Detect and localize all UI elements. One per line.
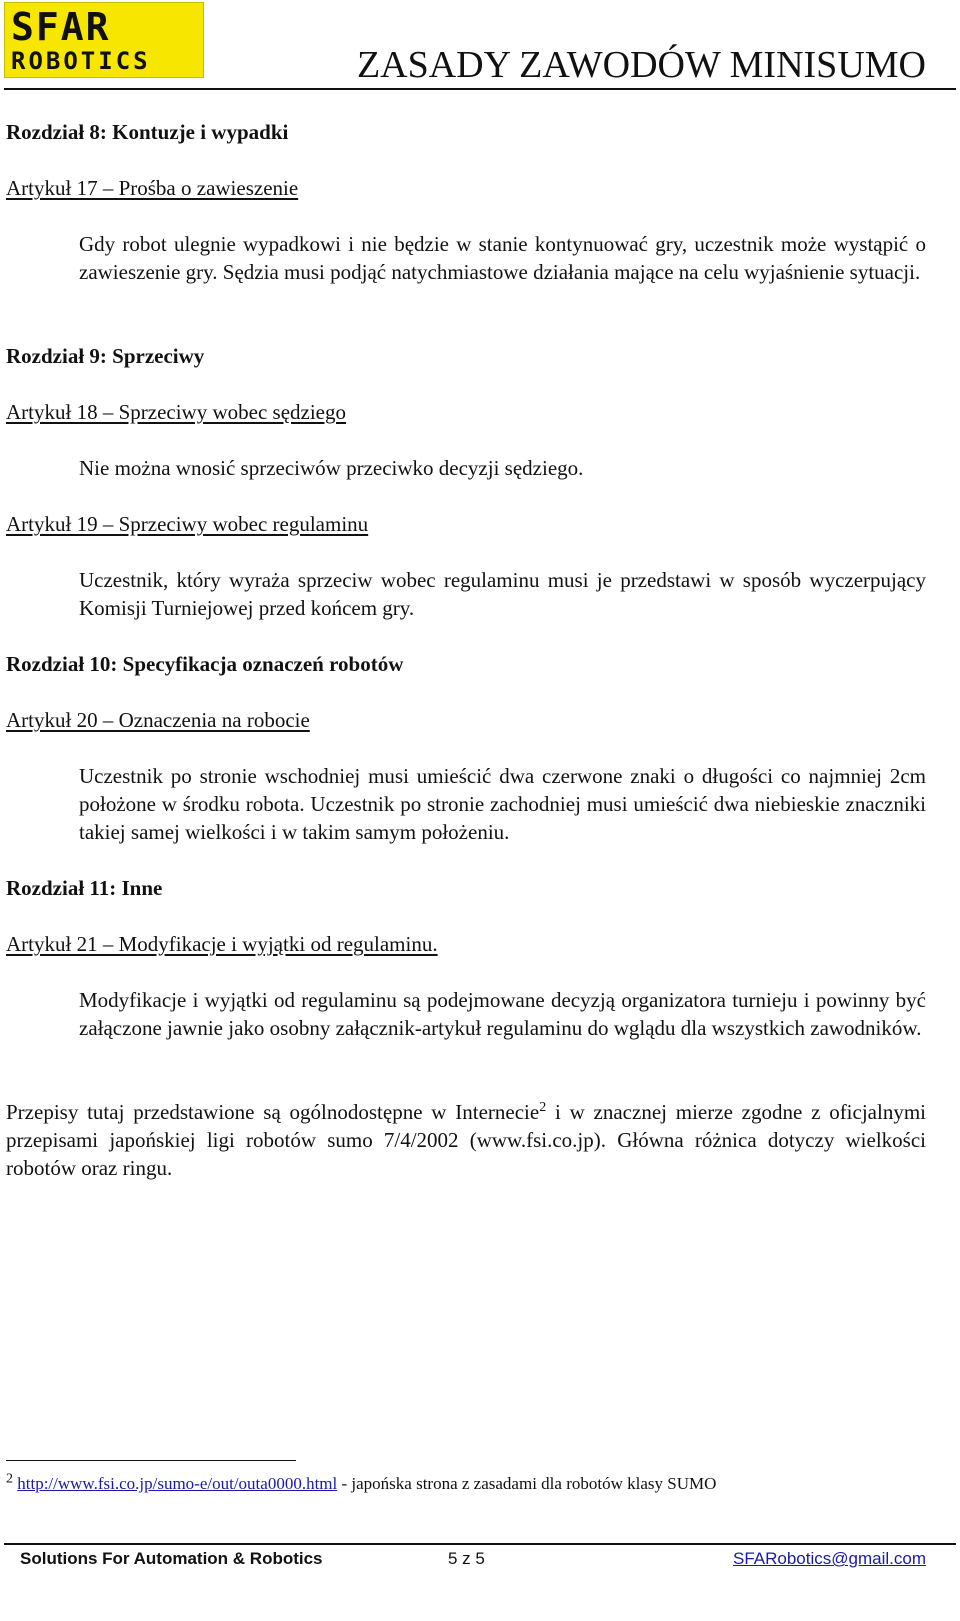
closing-text-start: Przepisy tutaj przedstawione są ogólnodostępne w Internecie	[6, 1100, 540, 1124]
footer-divider	[4, 1543, 956, 1545]
article-19-heading: Artykuł 19 – Sprzeciwy wobec regulaminu	[6, 512, 369, 536]
footer-company: Solutions For Automation & Robotics	[20, 1549, 323, 1568]
footnote-link[interactable]: http://www.fsi.co.jp/sumo-e/out/outa0000.html	[17, 1474, 338, 1493]
footnote-text: - japońska strona z zasadami dla robotów klasy SUMO	[337, 1474, 717, 1493]
footnote-reference: 2	[539, 1100, 547, 1115]
article-19-text: Uczestnik, który wyraża sprzeciw wobec regulaminu musi je przedstawi w sposób wyczerpujący Komisji Turniejowej przed końcem gry.	[79, 568, 926, 620]
article-17-heading: Artykuł 17 – Prośba o zawieszenie	[6, 176, 299, 200]
article-18-heading: Artykuł 18 – Sprzeciwy wobec sędziego	[6, 400, 346, 424]
footnote-divider	[6, 1460, 296, 1461]
chapter-10-heading: Rozdział 10: Specyfikacja oznaczeń robotów	[6, 652, 404, 676]
closing-text-end: i w znacznej mierze zgodne z oficjalnymi przepisami japońskiej ligi robotów sumo 7/4/2002 (www.fsi.co.jp). Główna różnica dotyczy wielkości robotów oraz ringu.	[6, 1100, 926, 1180]
chapter-11-heading: Rozdział 11: Inne	[6, 876, 163, 900]
footer-email-link[interactable]: SFARobotics@gmail.com	[733, 1549, 926, 1568]
article-17-text: Gdy robot ulegnie wypadkowi i nie będzie w stanie kontynuować gry, uczestnik może wystąpić o zawieszenie gry. Sędzia musi podjąć natychmiastowe działania mające na celu wyjaśnienie sytuacji.	[79, 232, 926, 284]
document-title: ZASADY ZAWODÓW MINISUMO	[356, 44, 926, 86]
chapter-9-heading: Rozdział 9: Sprzeciwy	[6, 344, 205, 368]
sfar-robotics-logo	[4, 2, 204, 78]
footnote	[6, 1472, 926, 1496]
logo-line-1: SFAR	[11, 5, 111, 49]
closing-paragraph	[6, 1098, 926, 1182]
article-21-text: Modyfikacje i wyjątki od regulaminu są podejmowane decyzją organizatora turnieju i powinny być załączone jawnie jako osobny załącznik-artykuł regulaminu do wglądu dla wszystkich zawodników.	[79, 988, 926, 1040]
article-21-heading: Artykuł 21 – Modyfikacje i wyjątki od regulaminu.	[6, 932, 438, 956]
footnote-number: 2	[6, 1471, 13, 1487]
article-20-text: Uczestnik po stronie wschodniej musi umieścić dwa czerwone znaki o długości co najmniej 2cm położone w środku robota. Uczestnik po stronie zachodniej musi umieścić dwa niebieskie znaczniki takiej samej wielkości i w takim samym położeniu.	[79, 764, 926, 844]
article-20-heading: Artykuł 20 – Oznaczenia na robocie	[6, 708, 310, 732]
header-divider	[4, 88, 956, 90]
article-18-text: Nie można wnosić sprzeciwów przeciwko decyzji sędziego.	[79, 456, 584, 480]
footer-page-number: 5 z 5	[448, 1549, 485, 1568]
logo-line-2: ROBOTICS	[11, 47, 151, 75]
chapter-8-heading: Rozdział 8: Kontuzje i wypadki	[6, 120, 289, 144]
